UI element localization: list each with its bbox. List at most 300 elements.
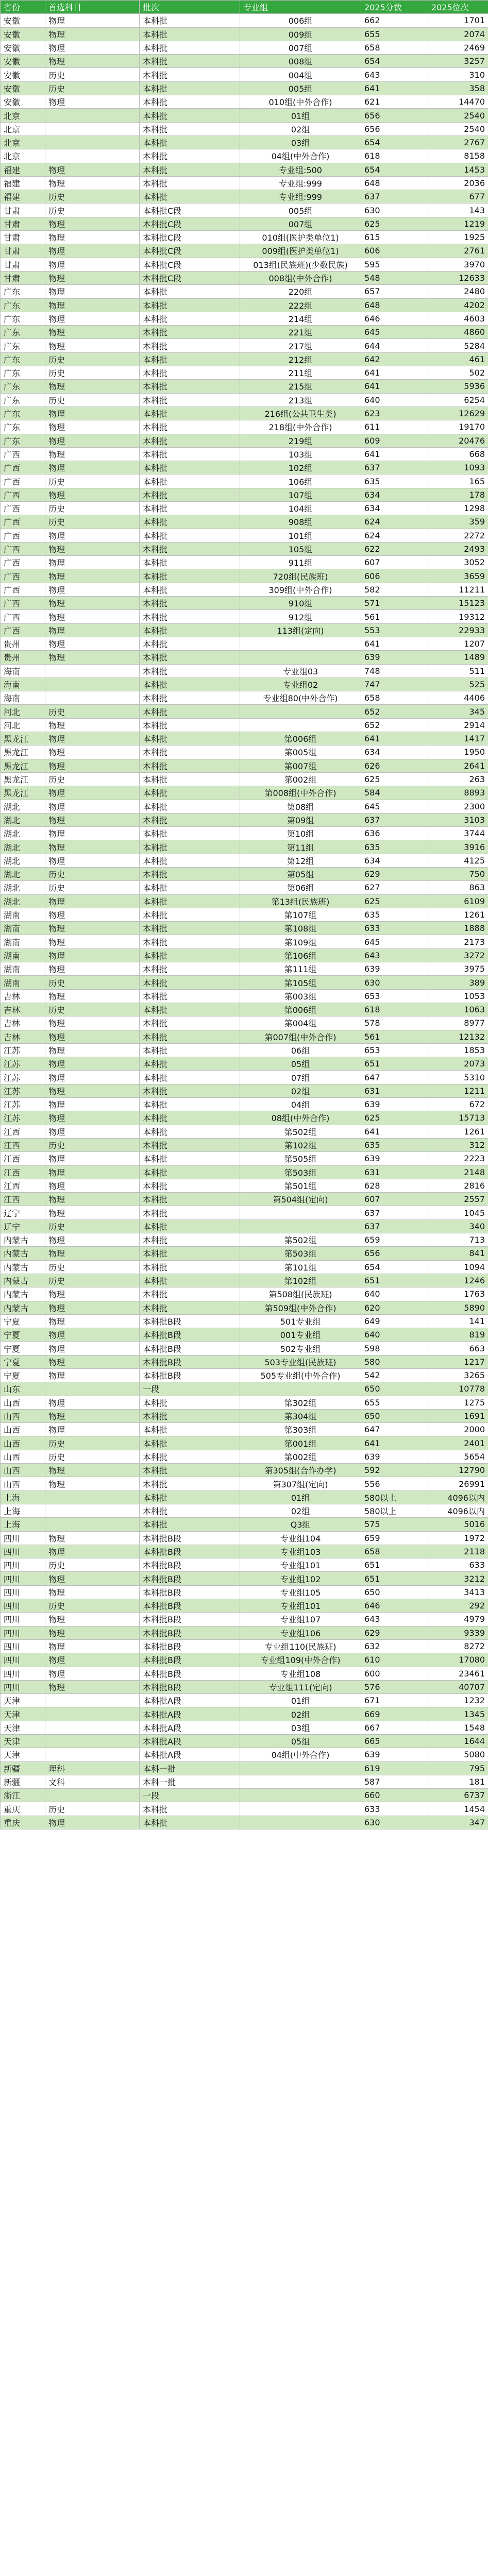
cell-province: 黑龙江 [1, 786, 45, 800]
cell-group: 04组(中外合作) [240, 1748, 361, 1761]
table-row [1, 542, 488, 555]
cell-rank: 4603 [428, 312, 488, 325]
cell-province: 江西 [1, 1193, 45, 1206]
cell-group [240, 1219, 361, 1233]
cell-rank: 2148 [428, 1165, 488, 1179]
cell-batch: 本科批B段 [140, 1342, 240, 1355]
cell-group: 第302组 [240, 1396, 361, 1409]
cell-group [240, 637, 361, 650]
cell-batch: 本科批 [140, 1802, 240, 1816]
cell-group: 第002组 [240, 772, 361, 786]
cell-batch: 本科批 [140, 81, 240, 95]
cell-group: 专业组:999 [240, 190, 361, 204]
table-row [1, 1775, 488, 1788]
table-row [1, 1735, 488, 1748]
cell-group: 专业组111(定向) [240, 1680, 361, 1693]
cell-rank: 2118 [428, 1545, 488, 1558]
table-row [1, 1314, 488, 1328]
cell-batch: 本科批 [140, 786, 240, 800]
cell-score: 648 [361, 176, 428, 190]
cell-score: 576 [361, 1680, 428, 1693]
cell-province: 甘肃 [1, 204, 45, 217]
cell-rank: 1691 [428, 1409, 488, 1422]
cell-group: 009组(医护类单位1) [240, 244, 361, 258]
cell-batch: 本科批 [140, 1396, 240, 1409]
cell-rank: 1298 [428, 501, 488, 515]
cell-group [240, 651, 361, 664]
cell-batch: 本科批 [140, 705, 240, 718]
cell-subject [45, 1721, 140, 1734]
cell-batch: 本科批 [140, 827, 240, 840]
cell-batch: 本科批 [140, 894, 240, 908]
cell-batch: 本科批 [140, 935, 240, 948]
cell-batch: 本科批 [140, 948, 240, 962]
cell-subject: 物理 [45, 1328, 140, 1342]
cell-rank: 263 [428, 772, 488, 786]
cell-score: 656 [361, 1247, 428, 1260]
cell-score: 656 [361, 122, 428, 135]
cell-batch: 本科批 [140, 1464, 240, 1477]
cell-province: 湖南 [1, 948, 45, 962]
cell-group: 212组 [240, 352, 361, 366]
cell-score: 561 [361, 1030, 428, 1043]
table-row [1, 691, 488, 705]
cell-batch: 本科批 [140, 1003, 240, 1016]
cell-batch: 本科批 [140, 1233, 240, 1247]
cell-score: 646 [361, 1599, 428, 1613]
cell-province: 北京 [1, 122, 45, 135]
cell-score: 635 [361, 840, 428, 854]
cell-score: 624 [361, 529, 428, 542]
table-row [1, 922, 488, 935]
cell-batch: 本科批A段 [140, 1748, 240, 1761]
table-row [1, 962, 488, 976]
cell-rank: 5890 [428, 1301, 488, 1314]
cell-score: 662 [361, 14, 428, 27]
table-row [1, 1098, 488, 1111]
cell-group: 010组(医护类单位1) [240, 231, 361, 244]
table-row [1, 827, 488, 840]
cell-batch: 本科批B段 [140, 1531, 240, 1545]
cell-score: 651 [361, 1274, 428, 1287]
cell-rank: 663 [428, 1342, 488, 1355]
cell-province: 湖南 [1, 976, 45, 989]
cell-score: 640 [361, 393, 428, 406]
cell-batch: 本科批 [140, 583, 240, 596]
cell-score: 658 [361, 41, 428, 54]
cell-score: 628 [361, 1179, 428, 1192]
cell-province: 吉林 [1, 989, 45, 1003]
cell-subject: 物理 [45, 298, 140, 312]
cell-rank: 2767 [428, 135, 488, 149]
cell-score: 636 [361, 827, 428, 840]
cell-group: 218组(中外合作) [240, 420, 361, 434]
cell-group: 222组 [240, 298, 361, 312]
cell-group: 第12组 [240, 854, 361, 867]
cell-batch: 本科批 [140, 597, 240, 610]
table-row [1, 501, 488, 515]
cell-province: 湖北 [1, 827, 45, 840]
cell-province: 江苏 [1, 1043, 45, 1057]
cell-province: 宁夏 [1, 1328, 45, 1342]
table-row [1, 1816, 488, 1829]
cell-province: 四川 [1, 1558, 45, 1572]
cell-score: 640 [361, 1328, 428, 1342]
cell-group: 专业组101 [240, 1558, 361, 1572]
cell-batch: 本科批 [140, 1260, 240, 1274]
cell-rank: 12633 [428, 271, 488, 284]
cell-rank: 347 [428, 1816, 488, 1829]
cell-subject: 物理 [45, 41, 140, 54]
table-row [1, 989, 488, 1003]
cell-rank: 1053 [428, 989, 488, 1003]
cell-subject: 物理 [45, 1016, 140, 1030]
cell-subject: 物理 [45, 1477, 140, 1490]
cell-subject: 物理 [45, 813, 140, 826]
cell-batch: 本科批 [140, 1219, 240, 1233]
cell-score: 656 [361, 109, 428, 122]
cell-rank: 1345 [428, 1707, 488, 1721]
cell-batch: 本科批 [140, 27, 240, 41]
cell-rank: 1217 [428, 1355, 488, 1368]
cell-batch: 本科批 [140, 623, 240, 637]
cell-province: 湖北 [1, 868, 45, 881]
table-row [1, 948, 488, 962]
table-header-row [1, 1, 488, 14]
cell-group: 215组 [240, 380, 361, 393]
cell-subject [45, 664, 140, 677]
cell-batch: 本科批C段 [140, 231, 240, 244]
cell-score: 607 [361, 1193, 428, 1206]
cell-score: 575 [361, 1518, 428, 1531]
cell-subject: 物理 [45, 1152, 140, 1165]
table-row [1, 976, 488, 989]
cell-rank: 345 [428, 705, 488, 718]
cell-subject: 物理 [45, 312, 140, 325]
cell-batch: 本科批B段 [140, 1639, 240, 1653]
cell-province: 江西 [1, 1179, 45, 1192]
cell-group: 005组 [240, 204, 361, 217]
table-row [1, 1138, 488, 1151]
cell-rank: 310 [428, 68, 488, 81]
cell-subject: 物理 [45, 1314, 140, 1328]
cell-group: 220组 [240, 285, 361, 298]
cell-province: 贵州 [1, 651, 45, 664]
cell-subject [45, 1518, 140, 1531]
cell-subject: 物理 [45, 1071, 140, 1084]
table-row [1, 176, 488, 190]
cell-score: 641 [361, 81, 428, 95]
cell-group: 第107组 [240, 908, 361, 921]
cell-batch: 本科批 [140, 474, 240, 488]
table-row [1, 163, 488, 176]
cell-group: 专业组110(民族班) [240, 1639, 361, 1653]
cell-group: 214组 [240, 312, 361, 325]
table-row [1, 285, 488, 298]
table-row [1, 556, 488, 569]
cell-group: 221组 [240, 326, 361, 339]
cell-group: 专业组104 [240, 1531, 361, 1545]
cell-rank: 2557 [428, 1193, 488, 1206]
cell-group: 第108组 [240, 922, 361, 935]
cell-score: 556 [361, 1477, 428, 1490]
cell-batch: 本科批 [140, 813, 240, 826]
table-row [1, 1409, 488, 1422]
table-row [1, 1057, 488, 1071]
cell-score: 619 [361, 1761, 428, 1775]
cell-subject: 物理 [45, 1572, 140, 1585]
cell-group: 第06组 [240, 881, 361, 894]
table-row [1, 81, 488, 95]
cell-batch: 本科批 [140, 732, 240, 745]
cell-group: 04组 [240, 1098, 361, 1111]
cell-rank: 633 [428, 1558, 488, 1572]
cell-group: 910组 [240, 597, 361, 610]
cell-score: 606 [361, 569, 428, 583]
table-row [1, 339, 488, 352]
cell-subject: 物理 [45, 1423, 140, 1436]
cell-rank: 10778 [428, 1382, 488, 1396]
cell-batch: 本科批 [140, 1274, 240, 1287]
cell-subject: 历史 [45, 1138, 140, 1151]
cell-province: 广西 [1, 556, 45, 569]
cell-score: 653 [361, 989, 428, 1003]
cell-batch: 本科批 [140, 1030, 240, 1043]
table-row [1, 1802, 488, 1816]
cell-province: 内蒙古 [1, 1274, 45, 1287]
cell-subject: 物理 [45, 1355, 140, 1368]
cell-batch: 本科批B段 [140, 1314, 240, 1328]
cell-province: 江苏 [1, 1098, 45, 1111]
cell-group [240, 1382, 361, 1396]
cell-subject [45, 1504, 140, 1517]
header-province: 省份 [1, 1, 45, 14]
cell-subject: 物理 [45, 434, 140, 447]
cell-province: 重庆 [1, 1802, 45, 1816]
cell-province: 江西 [1, 1152, 45, 1165]
cell-rank: 2036 [428, 176, 488, 190]
cell-group: 008组(中外合作) [240, 271, 361, 284]
cell-province: 四川 [1, 1626, 45, 1639]
cell-group: 第307组(定向) [240, 1477, 361, 1490]
cell-group: 第304组 [240, 1409, 361, 1422]
cell-batch: 本科批 [140, 163, 240, 176]
cell-subject: 物理 [45, 569, 140, 583]
cell-subject: 物理 [45, 1368, 140, 1382]
table-row [1, 1396, 488, 1409]
cell-rank: 3975 [428, 962, 488, 976]
cell-batch: 本科批 [140, 406, 240, 420]
cell-batch: 本科批 [140, 1125, 240, 1138]
cell-subject: 历史 [45, 868, 140, 881]
cell-rank: 2073 [428, 1057, 488, 1071]
table-row [1, 244, 488, 258]
cell-rank: 1261 [428, 908, 488, 921]
cell-rank: 3265 [428, 1368, 488, 1382]
cell-batch: 本科批 [140, 529, 240, 542]
cell-score: 747 [361, 677, 428, 691]
cell-batch: 本科批 [140, 122, 240, 135]
cell-group: 03组 [240, 1721, 361, 1734]
cell-group: 专业组101 [240, 1599, 361, 1613]
cell-province: 四川 [1, 1613, 45, 1626]
cell-rank: 4096以内 [428, 1490, 488, 1504]
cell-group: 01组 [240, 1694, 361, 1707]
cell-score: 641 [361, 732, 428, 745]
cell-group: 第007组 [240, 759, 361, 772]
cell-group: 06组 [240, 1043, 361, 1057]
cell-subject: 物理 [45, 1639, 140, 1653]
cell-score: 634 [361, 501, 428, 515]
cell-subject: 历史 [45, 1599, 140, 1613]
table-row [1, 1206, 488, 1219]
cell-score: 631 [361, 1084, 428, 1097]
cell-subject: 物理 [45, 908, 140, 921]
cell-score: 655 [361, 1396, 428, 1409]
cell-score: 633 [361, 1802, 428, 1816]
cell-province: 天津 [1, 1748, 45, 1761]
cell-subject [45, 691, 140, 705]
cell-score: 626 [361, 759, 428, 772]
cell-group: 第508组(民族班) [240, 1287, 361, 1301]
cell-group: 专业组109(中外合作) [240, 1653, 361, 1667]
cell-batch: 本科批 [140, 135, 240, 149]
header-batch: 批次 [140, 1, 240, 14]
table-row [1, 1125, 488, 1138]
cell-rank: 2401 [428, 1436, 488, 1450]
cell-group: 专业组:999 [240, 176, 361, 190]
table-row [1, 1030, 488, 1043]
cell-group: 106组 [240, 474, 361, 488]
cell-group: 第105组 [240, 976, 361, 989]
cell-group: 第509组(中外合作) [240, 1301, 361, 1314]
cell-subject: 物理 [45, 1531, 140, 1545]
table-row [1, 393, 488, 406]
cell-group: 专业组03 [240, 664, 361, 677]
cell-rank: 4125 [428, 854, 488, 867]
cell-group: 213组 [240, 393, 361, 406]
cell-subject: 物理 [45, 1342, 140, 1355]
cell-province: 广东 [1, 339, 45, 352]
cell-province: 四川 [1, 1585, 45, 1599]
cell-province: 广东 [1, 352, 45, 366]
cell-rank: 6254 [428, 393, 488, 406]
table-row [1, 664, 488, 677]
table-row [1, 109, 488, 122]
cell-subject: 物理 [45, 1165, 140, 1179]
cell-subject: 物理 [45, 231, 140, 244]
cell-score: 641 [361, 366, 428, 380]
table-row [1, 1368, 488, 1382]
cell-score: 658 [361, 1545, 428, 1558]
cell-batch: 本科批C段 [140, 244, 240, 258]
cell-group [240, 1816, 361, 1829]
cell-group [240, 1775, 361, 1788]
cell-group: 第102组 [240, 1138, 361, 1151]
cell-rank: 15713 [428, 1111, 488, 1125]
cell-batch: 本科批 [140, 420, 240, 434]
table-row [1, 1653, 488, 1667]
cell-subject: 物理 [45, 27, 140, 41]
cell-score: 650 [361, 1409, 428, 1422]
cell-score: 571 [361, 597, 428, 610]
cell-rank: 292 [428, 1599, 488, 1613]
table-row [1, 1152, 488, 1165]
cell-group: 010组(中外合作) [240, 95, 361, 109]
cell-rank: 2469 [428, 41, 488, 54]
cell-rank: 3659 [428, 569, 488, 583]
cell-score: 592 [361, 1464, 428, 1477]
cell-rank: 389 [428, 976, 488, 989]
cell-rank: 312 [428, 1138, 488, 1151]
cell-subject: 物理 [45, 948, 140, 962]
cell-rank: 1207 [428, 637, 488, 650]
cell-batch: 本科批 [140, 556, 240, 569]
cell-province: 广西 [1, 461, 45, 474]
cell-rank: 5936 [428, 380, 488, 393]
table-row [1, 1667, 488, 1680]
cell-rank: 11211 [428, 583, 488, 596]
cell-group: 专业组102 [240, 1572, 361, 1585]
table-row [1, 1260, 488, 1274]
cell-province: 山西 [1, 1423, 45, 1436]
cell-subject: 物理 [45, 1247, 140, 1260]
cell-batch: 本科批 [140, 434, 240, 447]
cell-group: 第003组 [240, 989, 361, 1003]
table-row [1, 1721, 488, 1734]
cell-score: 595 [361, 258, 428, 271]
header-rank: 2025位次 [428, 1, 488, 14]
cell-batch: 本科批 [140, 1152, 240, 1165]
cell-batch: 本科批B段 [140, 1368, 240, 1382]
cell-province: 天津 [1, 1721, 45, 1734]
cell-batch: 本科批 [140, 651, 240, 664]
cell-rank: 19312 [428, 610, 488, 623]
cell-rank: 2223 [428, 1152, 488, 1165]
cell-score: 671 [361, 1694, 428, 1707]
cell-batch: 本科批 [140, 542, 240, 555]
cell-score: 625 [361, 894, 428, 908]
cell-rank: 841 [428, 1247, 488, 1260]
cell-subject: 物理 [45, 935, 140, 948]
cell-subject: 物理 [45, 1680, 140, 1693]
cell-score: 646 [361, 312, 428, 325]
cell-rank: 3103 [428, 813, 488, 826]
cell-province: 广西 [1, 583, 45, 596]
cell-rank: 525 [428, 677, 488, 691]
cell-rank: 1972 [428, 1531, 488, 1545]
cell-subject: 历史 [45, 366, 140, 380]
cell-subject: 物理 [45, 529, 140, 542]
cell-rank: 1275 [428, 1396, 488, 1409]
cell-batch: 本科批 [140, 1450, 240, 1463]
cell-group: 104组 [240, 501, 361, 515]
cell-rank: 4096以内 [428, 1504, 488, 1517]
cell-rank: 1853 [428, 1043, 488, 1057]
cell-subject [45, 1735, 140, 1748]
cell-rank: 8977 [428, 1016, 488, 1030]
cell-batch: 本科批 [140, 759, 240, 772]
table-row [1, 1043, 488, 1057]
cell-province: 江西 [1, 1138, 45, 1151]
cell-province: 甘肃 [1, 231, 45, 244]
cell-rank: 12629 [428, 406, 488, 420]
cell-batch: 本科批A段 [140, 1735, 240, 1748]
table-row [1, 1450, 488, 1463]
cell-subject: 历史 [45, 1219, 140, 1233]
cell-score: 651 [361, 1057, 428, 1071]
cell-subject: 历史 [45, 1436, 140, 1450]
